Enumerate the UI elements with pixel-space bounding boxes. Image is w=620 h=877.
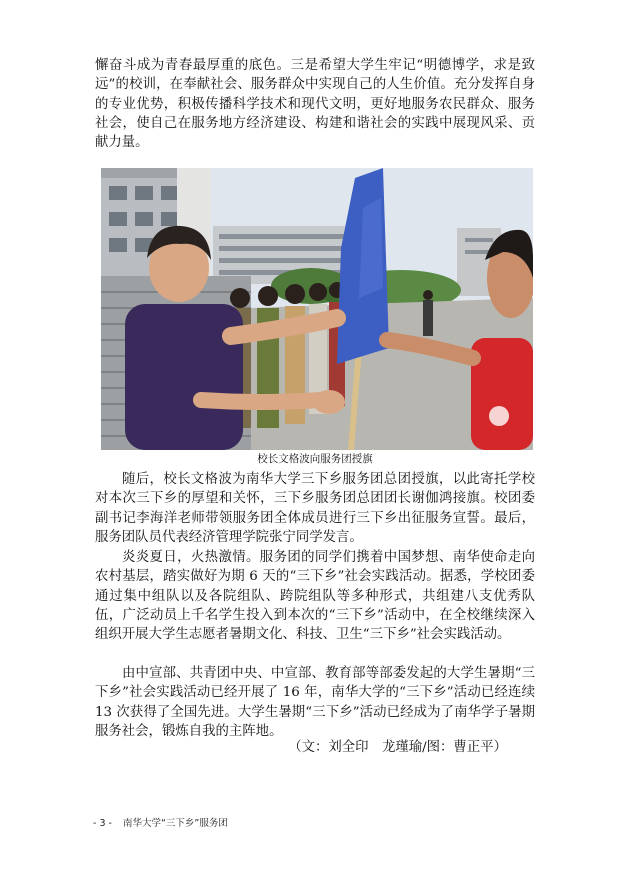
- paragraph-summer-activities: 炎炎夏日，火热激情。服务团的同学们携着中国梦想、南华使命走向农村基层，踏实做好为期 6 天的“三下乡”社会实践活动。据悉，学校团委通过集中组队以及各院组队、跨院组队等多种形式，共组建八支优秀队伍，广泛动员上千名学生投入到本次的“三下乡”活动中，在全校继续深入组织开展大学生志愿者暑期文化、科技、卫生“三下乡”社会实践活动。: [95, 550, 535, 643]
- paragraph-flag-ceremony: 随后，校长文格波为南华大学三下乡服务团总团授旗，以此寄托学校对本次三下乡的厚望和关怀，三下乡服务团总团团长谢伽鸿接旗。校团委副书记李海洋老师带领服务团全体成员进行三下乡出征服务宣誓。最后，服务团队员代表经济管理学院张宁同学发言。: [95, 472, 535, 545]
- page-footer: [93, 818, 236, 830]
- paragraph-intro: 懈奋斗成为青春最厚重的底色。三是希望大学生牢记“明德博学，求是致远”的校训，在奉献社会、服务群众中实现自己的人生价值。充分发挥自身的专业优势，积极传播科学技术和现代文明，更好地服务农民群众、服务社会，使自己在服务地方经济建设、构建和谐社会的实践中展现风采、贡献力量。: [95, 58, 535, 151]
- page-number: - 3 -: [93, 818, 112, 829]
- author-credit: （文：刘全印 龙瑾瑜/图：曹正平）: [288, 740, 507, 755]
- footer-org: 南华大学“三下乡”服务团: [122, 818, 228, 829]
- photo-caption: 校长文格波向服务团授旗: [257, 453, 373, 465]
- paragraph-history: 由中宣部、共青团中央、中宣部、教育部等部委发起的大学生暑期“三下乡”社会实践活动已经开展了 16 年，南华大学的“三下乡”活动已经连续 13 次获得了全国先进。大学生暑期“三下乡”活动已经成为了南华学子暑期服务社会，锻炼自我的主阵地。: [95, 666, 535, 739]
- flag-ceremony-photo: [101, 168, 533, 450]
